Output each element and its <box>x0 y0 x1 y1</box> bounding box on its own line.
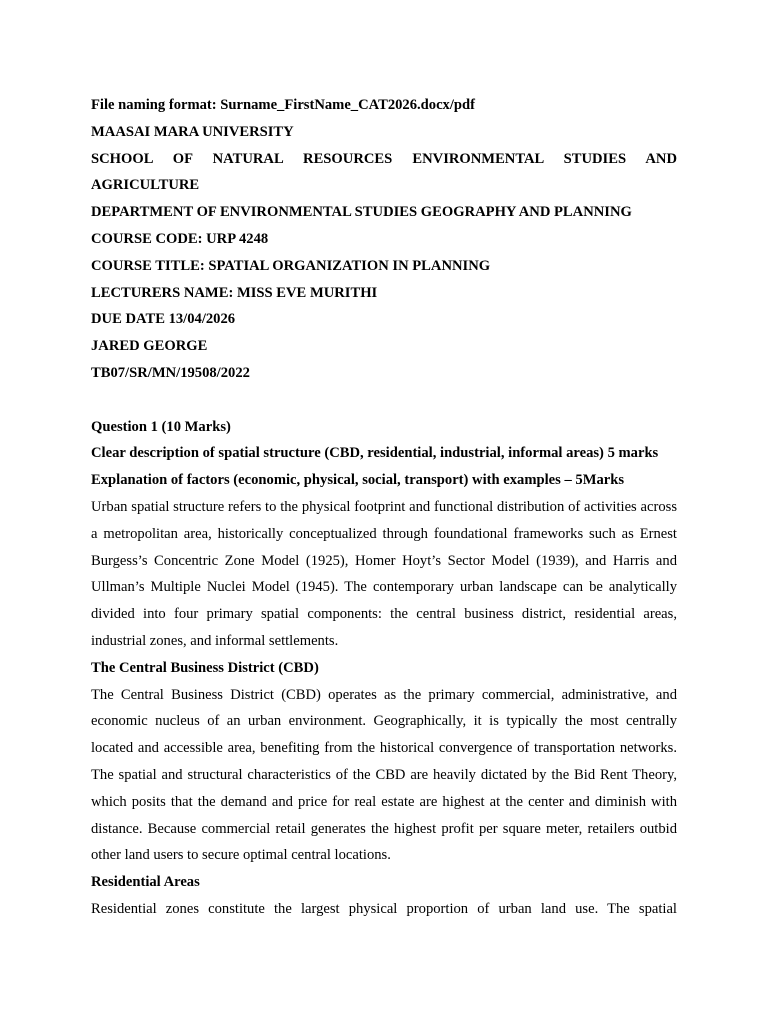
student-name: JARED GEORGE <box>91 338 208 355</box>
course-code: COURSE CODE: URP 4248 <box>91 230 269 247</box>
course-title: COURSE TITLE: SPATIAL ORGANIZATION IN PLANNING <box>91 257 491 274</box>
question-title: Question 1 (10 Marks) <box>91 418 231 435</box>
document-body <box>91 92 677 923</box>
marking-criteria-1: Clear description of spatial structure (CBD, residential, industrial, informal areas) 5 marks <box>91 445 659 462</box>
intro-paragraph: Urban spatial structure refers to the physical footprint and functional distribution of activities across a metropolitan area, historically conceptualized through foundational frameworks such as Ernest Burgess’s Concentric Zone Model (1925), Homer Hoyt’s Sector Model (1939), and Harris and Ullman’s Multiple Nuclei Model (1945). The contemporary urban landscape can be analytically divided into four primary spatial components: the central business district, residential areas, industrial zones, and informal settlements. <box>91 498 677 649</box>
department-name: DEPARTMENT OF ENVIRONMENTAL STUDIES GEOGRAPHY AND PLANNING <box>91 204 632 221</box>
university-name: MAASAI MARA UNIVERSITY <box>91 123 294 140</box>
cbd-paragraph: The Central Business District (CBD) operates as the primary commercial, administrative, and economic nucleus of an urban environment. Geographically, it is typically the most centrally located and accessible area, benefiting from the historical convergence of transportation networks. The spatial and structural characteristics of the CBD are heavily dictated by the Bid Rent Theory, which posits that the demand and price for real estate are highest at the center and diminish with distance. Because commercial retail generates the highest profit per square meter, retailers outbid other land users to secure optimal central locations. <box>91 686 677 864</box>
cbd-heading: The Central Business District (CBD) <box>91 659 319 676</box>
residential-heading: Residential Areas <box>91 874 200 891</box>
lecturer-name: LECTURERS NAME: MISS EVE MURITHI <box>91 284 378 301</box>
residential-paragraph: Residential zones constitute the largest physical proportion of urban land use. The spatial <box>91 900 677 917</box>
school-name-line-2: AGRICULTURE <box>91 177 200 194</box>
file-naming-format: File naming format: Surname_FirstName_CAT2026.docx/pdf <box>91 97 475 113</box>
registration-number: TB07/SR/MN/19508/2022 <box>91 364 250 381</box>
blank-line <box>91 387 677 414</box>
marking-criteria-2: Explanation of factors (economic, physical, social, transport) with examples – 5Marks <box>91 472 625 489</box>
due-date: DUE DATE 13/04/2026 <box>91 311 236 328</box>
school-name-line-1: SCHOOL OF NATURAL RESOURCES ENVIRONMENTAL STUDIES AND <box>91 150 677 167</box>
